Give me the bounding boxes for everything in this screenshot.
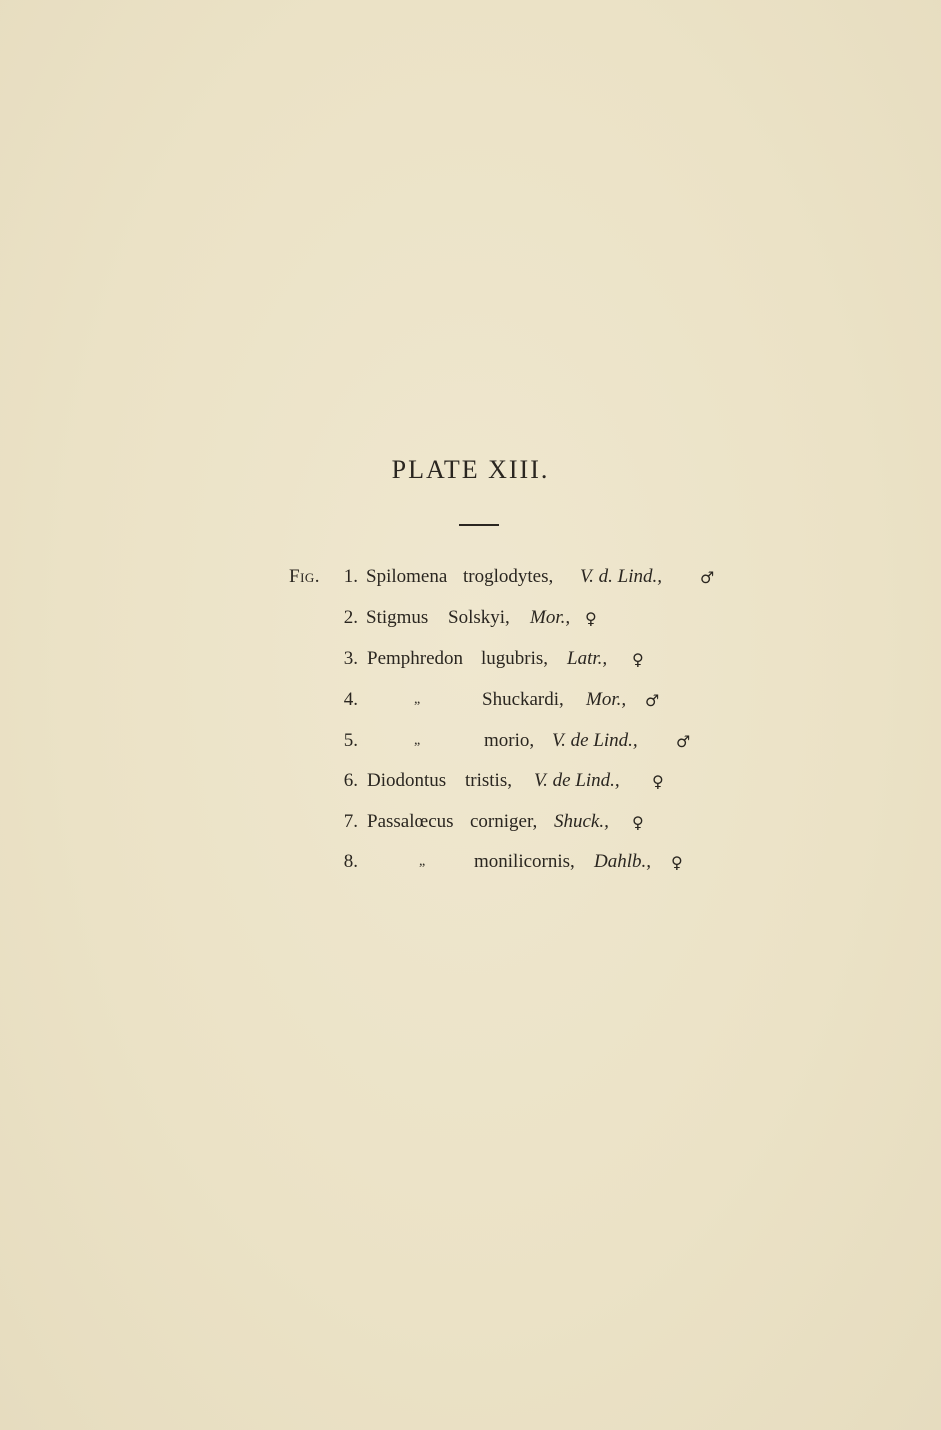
entry-number: 4. (343, 689, 358, 710)
entry-sex: ♀ (652, 772, 664, 791)
entry-number: 7. (343, 811, 358, 832)
ditto-mark: „ (414, 733, 421, 748)
entry-genus: Diodontus (367, 770, 447, 791)
entry-species: morio, (484, 730, 535, 751)
fig-label: Fig. (289, 566, 321, 587)
entry-author: V. d. Lind., (580, 566, 663, 587)
entry-sex: ♀ (632, 650, 644, 669)
entry-sex: ♂ (700, 568, 715, 587)
entry-sex: ♂ (676, 732, 691, 751)
title-rule (459, 524, 499, 526)
entry-author: Shuck., (554, 811, 609, 832)
entry-sex: ♀ (671, 853, 683, 872)
entry-species: corniger, (470, 811, 538, 832)
entry-number: 6. (343, 770, 358, 791)
entry-sex: ♂ (645, 691, 660, 710)
entry-number: 8. (343, 851, 358, 872)
entry-number: 2. (343, 607, 358, 628)
entry-author: Mor., (586, 689, 627, 710)
entry-species: tristis, (465, 770, 512, 791)
entry-number: 1. (343, 566, 358, 587)
ditto-mark: „ (414, 692, 421, 707)
entry-author: Latr., (567, 648, 608, 669)
entry-genus: Passalœcus (367, 811, 454, 832)
entry-species: Solskyi, (448, 607, 510, 628)
entry-author: Dahlb., (594, 851, 651, 872)
entry-author: Mor., (530, 607, 571, 628)
ditto-mark: „ (419, 854, 426, 869)
entry-genus: Pemphredon (367, 648, 464, 669)
entry-author: V. de Lind., (552, 730, 638, 751)
plate-title: PLATE XIII. (391, 455, 550, 484)
entry-sex: ♀ (632, 813, 644, 832)
entry-author: V. de Lind., (534, 770, 620, 791)
entry-genus: Spilomena (366, 566, 448, 587)
entry-species: monilicornis, (474, 851, 575, 872)
entry-genus: Stigmus (366, 607, 429, 628)
entry-number: 3. (343, 648, 358, 669)
entry-species: troglodytes, (463, 566, 554, 587)
entry-species: lugubris, (481, 648, 549, 669)
entry-number: 5. (343, 730, 358, 751)
entry-sex: ♀ (585, 609, 597, 628)
entry-species: Shuckardi, (482, 689, 564, 710)
